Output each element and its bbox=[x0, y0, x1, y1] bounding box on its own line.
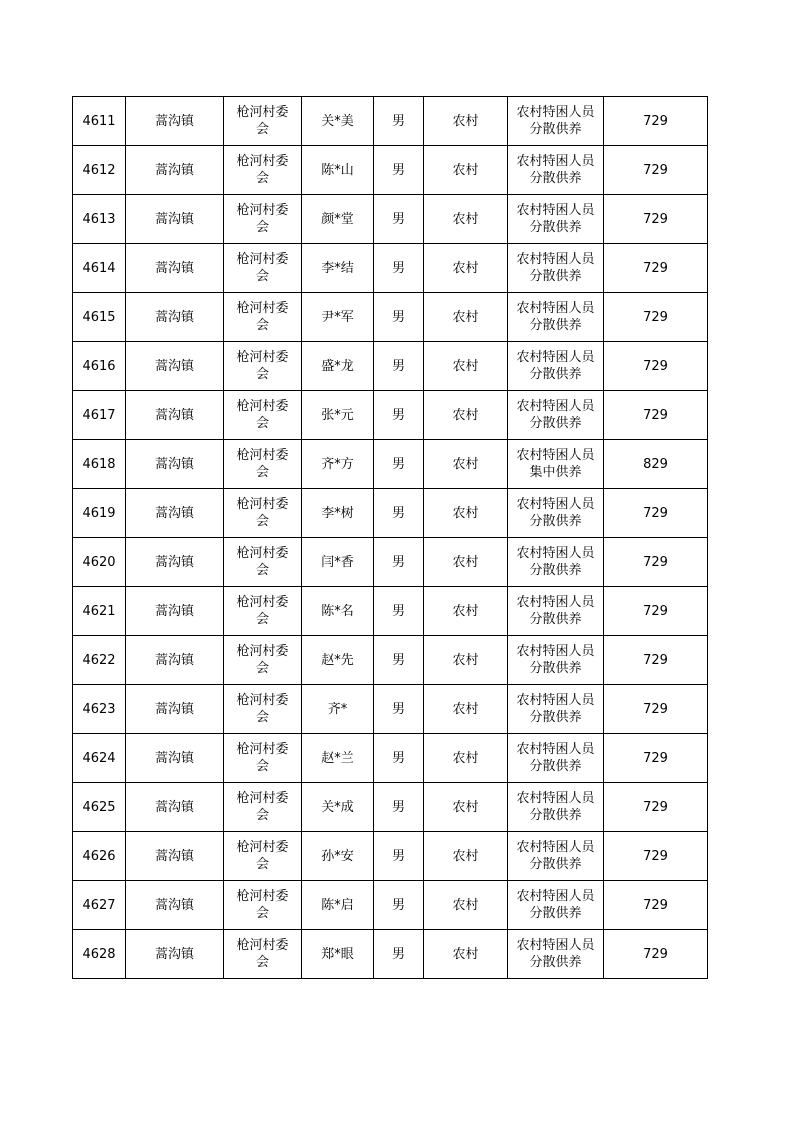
cell-id: 4615 bbox=[73, 293, 126, 342]
cell-category-line: 分散供养 bbox=[529, 171, 582, 186]
cell-village-line: 会 bbox=[255, 318, 269, 333]
cell-village bbox=[224, 881, 302, 930]
table-row bbox=[73, 832, 708, 881]
cell-village-line: 枪河村委 bbox=[236, 595, 289, 610]
cell-village-line: 枪河村委 bbox=[236, 399, 289, 414]
cell-category bbox=[508, 587, 604, 636]
cell-category-line: 农村特困人员 bbox=[516, 105, 595, 120]
cell-town: 蒿沟镇 bbox=[126, 930, 224, 979]
cell-town: 蒿沟镇 bbox=[126, 881, 224, 930]
cell-amount: 729 bbox=[604, 293, 708, 342]
cell-category-line: 农村特困人员 bbox=[516, 644, 595, 659]
cell-name: 郑*眼 bbox=[302, 930, 374, 979]
cell-amount: 729 bbox=[604, 881, 708, 930]
cell-category bbox=[508, 195, 604, 244]
cell-category-line: 分散供养 bbox=[529, 122, 582, 137]
cell-area: 农村 bbox=[424, 832, 508, 881]
cell-village-line: 会 bbox=[255, 563, 269, 578]
cell-village-line: 会 bbox=[255, 122, 269, 137]
cell-name: 李*树 bbox=[302, 489, 374, 538]
cell-category bbox=[508, 97, 604, 146]
cell-area: 农村 bbox=[424, 146, 508, 195]
cell-category-line: 分散供养 bbox=[529, 759, 582, 774]
cell-town: 蒿沟镇 bbox=[126, 636, 224, 685]
cell-id: 4614 bbox=[73, 244, 126, 293]
cell-name: 赵*兰 bbox=[302, 734, 374, 783]
cell-category-line: 分散供养 bbox=[529, 269, 582, 284]
cell-id: 4621 bbox=[73, 587, 126, 636]
cell-category-line: 农村特困人员 bbox=[516, 595, 595, 610]
cell-village-line: 枪河村委 bbox=[236, 154, 289, 169]
cell-village-line: 枪河村委 bbox=[236, 938, 289, 953]
cell-area: 农村 bbox=[424, 293, 508, 342]
cell-village bbox=[224, 489, 302, 538]
cell-village-line: 会 bbox=[255, 367, 269, 382]
cell-area: 农村 bbox=[424, 195, 508, 244]
cell-id: 4612 bbox=[73, 146, 126, 195]
cell-category-line: 农村特困人员 bbox=[516, 448, 595, 463]
cell-amount: 729 bbox=[604, 244, 708, 293]
cell-village bbox=[224, 587, 302, 636]
cell-gender: 男 bbox=[374, 734, 424, 783]
cell-amount: 729 bbox=[604, 146, 708, 195]
cell-gender: 男 bbox=[374, 783, 424, 832]
cell-village-line: 枪河村委 bbox=[236, 791, 289, 806]
cell-amount: 729 bbox=[604, 832, 708, 881]
cell-gender: 男 bbox=[374, 538, 424, 587]
cell-amount: 729 bbox=[604, 783, 708, 832]
cell-town: 蒿沟镇 bbox=[126, 587, 224, 636]
cell-category-line: 农村特困人员 bbox=[516, 693, 595, 708]
cell-amount: 729 bbox=[604, 538, 708, 587]
cell-village-line: 枪河村委 bbox=[236, 644, 289, 659]
cell-village-line: 枪河村委 bbox=[236, 301, 289, 316]
cell-name: 张*元 bbox=[302, 391, 374, 440]
cell-town: 蒿沟镇 bbox=[126, 440, 224, 489]
cell-name: 陈*名 bbox=[302, 587, 374, 636]
cell-id: 4627 bbox=[73, 881, 126, 930]
cell-amount: 729 bbox=[604, 636, 708, 685]
table-row bbox=[73, 293, 708, 342]
cell-amount: 729 bbox=[604, 587, 708, 636]
cell-village-line: 会 bbox=[255, 465, 269, 480]
cell-village-line: 枪河村委 bbox=[236, 497, 289, 512]
cell-id: 4611 bbox=[73, 97, 126, 146]
cell-category-line: 农村特困人员 bbox=[516, 154, 595, 169]
cell-name: 陈*启 bbox=[302, 881, 374, 930]
cell-name: 关*美 bbox=[302, 97, 374, 146]
cell-town: 蒿沟镇 bbox=[126, 685, 224, 734]
table-row bbox=[73, 195, 708, 244]
cell-village bbox=[224, 97, 302, 146]
cell-category bbox=[508, 832, 604, 881]
cell-village-line: 会 bbox=[255, 220, 269, 235]
cell-village-line: 枪河村委 bbox=[236, 350, 289, 365]
cell-gender: 男 bbox=[374, 685, 424, 734]
cell-id: 4618 bbox=[73, 440, 126, 489]
cell-category-line: 农村特困人员 bbox=[516, 791, 595, 806]
cell-name: 尹*军 bbox=[302, 293, 374, 342]
cell-area: 农村 bbox=[424, 881, 508, 930]
cell-village-line: 会 bbox=[255, 955, 269, 970]
cell-gender: 男 bbox=[374, 342, 424, 391]
table-row bbox=[73, 244, 708, 293]
table-row bbox=[73, 881, 708, 930]
cell-name: 陈*山 bbox=[302, 146, 374, 195]
cell-amount: 729 bbox=[604, 930, 708, 979]
cell-gender: 男 bbox=[374, 195, 424, 244]
cell-village-line: 会 bbox=[255, 612, 269, 627]
cell-village-line: 枪河村委 bbox=[236, 203, 289, 218]
cell-category-line: 分散供养 bbox=[529, 318, 582, 333]
cell-category bbox=[508, 636, 604, 685]
cell-gender: 男 bbox=[374, 636, 424, 685]
records-table bbox=[72, 96, 708, 979]
cell-village bbox=[224, 734, 302, 783]
cell-area: 农村 bbox=[424, 734, 508, 783]
cell-category-line: 农村特困人员 bbox=[516, 399, 595, 414]
cell-amount: 729 bbox=[604, 195, 708, 244]
cell-village-line: 会 bbox=[255, 808, 269, 823]
cell-village-line: 会 bbox=[255, 759, 269, 774]
cell-town: 蒿沟镇 bbox=[126, 244, 224, 293]
cell-category bbox=[508, 783, 604, 832]
cell-name: 关*成 bbox=[302, 783, 374, 832]
cell-village bbox=[224, 832, 302, 881]
cell-town: 蒿沟镇 bbox=[126, 391, 224, 440]
cell-village-line: 枪河村委 bbox=[236, 889, 289, 904]
cell-name: 闫*香 bbox=[302, 538, 374, 587]
cell-gender: 男 bbox=[374, 930, 424, 979]
cell-category-line: 分散供养 bbox=[529, 416, 582, 431]
cell-category-line: 农村特困人员 bbox=[516, 252, 595, 267]
cell-category bbox=[508, 146, 604, 195]
cell-amount: 729 bbox=[604, 489, 708, 538]
cell-village-line: 会 bbox=[255, 269, 269, 284]
table-row bbox=[73, 538, 708, 587]
cell-area: 农村 bbox=[424, 685, 508, 734]
table-row bbox=[73, 97, 708, 146]
cell-town: 蒿沟镇 bbox=[126, 734, 224, 783]
cell-gender: 男 bbox=[374, 489, 424, 538]
cell-category bbox=[508, 685, 604, 734]
cell-id: 4625 bbox=[73, 783, 126, 832]
cell-area: 农村 bbox=[424, 440, 508, 489]
cell-name: 齐*方 bbox=[302, 440, 374, 489]
cell-category-line: 农村特困人员 bbox=[516, 742, 595, 757]
cell-village-line: 枪河村委 bbox=[236, 105, 289, 120]
cell-gender: 男 bbox=[374, 832, 424, 881]
cell-id: 4613 bbox=[73, 195, 126, 244]
cell-amount: 829 bbox=[604, 440, 708, 489]
cell-town: 蒿沟镇 bbox=[126, 538, 224, 587]
cell-category-line: 分散供养 bbox=[529, 808, 582, 823]
cell-amount: 729 bbox=[604, 342, 708, 391]
cell-category-line: 分散供养 bbox=[529, 367, 582, 382]
cell-village-line: 会 bbox=[255, 416, 269, 431]
cell-gender: 男 bbox=[374, 440, 424, 489]
cell-name: 赵*先 bbox=[302, 636, 374, 685]
cell-village bbox=[224, 636, 302, 685]
cell-category-line: 农村特困人员 bbox=[516, 497, 595, 512]
cell-village-line: 枪河村委 bbox=[236, 742, 289, 757]
cell-village bbox=[224, 293, 302, 342]
cell-town: 蒿沟镇 bbox=[126, 97, 224, 146]
cell-area: 农村 bbox=[424, 930, 508, 979]
cell-village-line: 会 bbox=[255, 857, 269, 872]
cell-area: 农村 bbox=[424, 538, 508, 587]
cell-category-line: 分散供养 bbox=[529, 612, 582, 627]
table-row bbox=[73, 685, 708, 734]
cell-category-line: 分散供养 bbox=[529, 955, 582, 970]
cell-gender: 男 bbox=[374, 391, 424, 440]
cell-gender: 男 bbox=[374, 881, 424, 930]
cell-area: 农村 bbox=[424, 489, 508, 538]
cell-category bbox=[508, 538, 604, 587]
cell-id: 4628 bbox=[73, 930, 126, 979]
cell-category-line: 农村特困人员 bbox=[516, 301, 595, 316]
cell-gender: 男 bbox=[374, 293, 424, 342]
cell-category-line: 农村特困人员 bbox=[516, 350, 595, 365]
table-row bbox=[73, 734, 708, 783]
cell-category bbox=[508, 489, 604, 538]
cell-amount: 729 bbox=[604, 97, 708, 146]
cell-name: 李*结 bbox=[302, 244, 374, 293]
cell-village-line: 枪河村委 bbox=[236, 693, 289, 708]
cell-village bbox=[224, 391, 302, 440]
cell-id: 4624 bbox=[73, 734, 126, 783]
cell-category bbox=[508, 342, 604, 391]
cell-category-line: 农村特困人员 bbox=[516, 889, 595, 904]
cell-area: 农村 bbox=[424, 783, 508, 832]
cell-category-line: 分散供养 bbox=[529, 857, 582, 872]
table-row bbox=[73, 930, 708, 979]
cell-category bbox=[508, 930, 604, 979]
table-row bbox=[73, 391, 708, 440]
cell-id: 4623 bbox=[73, 685, 126, 734]
cell-category bbox=[508, 734, 604, 783]
cell-name: 盛*龙 bbox=[302, 342, 374, 391]
cell-category-line: 农村特困人员 bbox=[516, 203, 595, 218]
cell-village bbox=[224, 930, 302, 979]
cell-town: 蒿沟镇 bbox=[126, 783, 224, 832]
cell-area: 农村 bbox=[424, 636, 508, 685]
cell-gender: 男 bbox=[374, 146, 424, 195]
table-row bbox=[73, 587, 708, 636]
cell-town: 蒿沟镇 bbox=[126, 293, 224, 342]
cell-village-line: 枪河村委 bbox=[236, 840, 289, 855]
cell-town: 蒿沟镇 bbox=[126, 342, 224, 391]
cell-category-line: 分散供养 bbox=[529, 906, 582, 921]
cell-category-line: 集中供养 bbox=[529, 465, 582, 480]
cell-area: 农村 bbox=[424, 97, 508, 146]
cell-id: 4626 bbox=[73, 832, 126, 881]
cell-gender: 男 bbox=[374, 244, 424, 293]
cell-category-line: 农村特困人员 bbox=[516, 938, 595, 953]
cell-town: 蒿沟镇 bbox=[126, 195, 224, 244]
cell-village-line: 枪河村委 bbox=[236, 448, 289, 463]
cell-village-line: 会 bbox=[255, 514, 269, 529]
cell-id: 4620 bbox=[73, 538, 126, 587]
table-body bbox=[73, 97, 708, 979]
cell-category-line: 分散供养 bbox=[529, 710, 582, 725]
cell-name: 齐* bbox=[302, 685, 374, 734]
cell-name: 颜*堂 bbox=[302, 195, 374, 244]
cell-village-line: 会 bbox=[255, 171, 269, 186]
cell-category-line: 农村特困人员 bbox=[516, 840, 595, 855]
cell-village bbox=[224, 440, 302, 489]
cell-area: 农村 bbox=[424, 342, 508, 391]
cell-id: 4622 bbox=[73, 636, 126, 685]
cell-town: 蒿沟镇 bbox=[126, 146, 224, 195]
cell-id: 4619 bbox=[73, 489, 126, 538]
cell-village bbox=[224, 685, 302, 734]
cell-amount: 729 bbox=[604, 685, 708, 734]
cell-town: 蒿沟镇 bbox=[126, 832, 224, 881]
table-row bbox=[73, 440, 708, 489]
cell-village bbox=[224, 244, 302, 293]
cell-gender: 男 bbox=[374, 587, 424, 636]
cell-id: 4617 bbox=[73, 391, 126, 440]
cell-village-line: 枪河村委 bbox=[236, 252, 289, 267]
cell-category bbox=[508, 440, 604, 489]
cell-village-line: 会 bbox=[255, 661, 269, 676]
cell-amount: 729 bbox=[604, 734, 708, 783]
cell-category-line: 分散供养 bbox=[529, 514, 582, 529]
cell-category bbox=[508, 293, 604, 342]
cell-category bbox=[508, 244, 604, 293]
cell-category-line: 农村特困人员 bbox=[516, 546, 595, 561]
cell-area: 农村 bbox=[424, 391, 508, 440]
cell-area: 农村 bbox=[424, 587, 508, 636]
cell-id: 4616 bbox=[73, 342, 126, 391]
table-row bbox=[73, 146, 708, 195]
cell-category-line: 分散供养 bbox=[529, 661, 582, 676]
table-row bbox=[73, 489, 708, 538]
cell-amount: 729 bbox=[604, 391, 708, 440]
cell-village bbox=[224, 342, 302, 391]
table-row bbox=[73, 783, 708, 832]
cell-village bbox=[224, 783, 302, 832]
cell-village-line: 枪河村委 bbox=[236, 546, 289, 561]
cell-category-line: 分散供养 bbox=[529, 563, 582, 578]
cell-gender: 男 bbox=[374, 97, 424, 146]
cell-category bbox=[508, 881, 604, 930]
cell-town: 蒿沟镇 bbox=[126, 489, 224, 538]
cell-village bbox=[224, 195, 302, 244]
cell-village-line: 会 bbox=[255, 710, 269, 725]
cell-village bbox=[224, 538, 302, 587]
cell-name: 孙*安 bbox=[302, 832, 374, 881]
cell-village-line: 会 bbox=[255, 906, 269, 921]
table-row bbox=[73, 342, 708, 391]
cell-area: 农村 bbox=[424, 244, 508, 293]
cell-category bbox=[508, 391, 604, 440]
table-row bbox=[73, 636, 708, 685]
cell-category-line: 分散供养 bbox=[529, 220, 582, 235]
cell-village bbox=[224, 146, 302, 195]
